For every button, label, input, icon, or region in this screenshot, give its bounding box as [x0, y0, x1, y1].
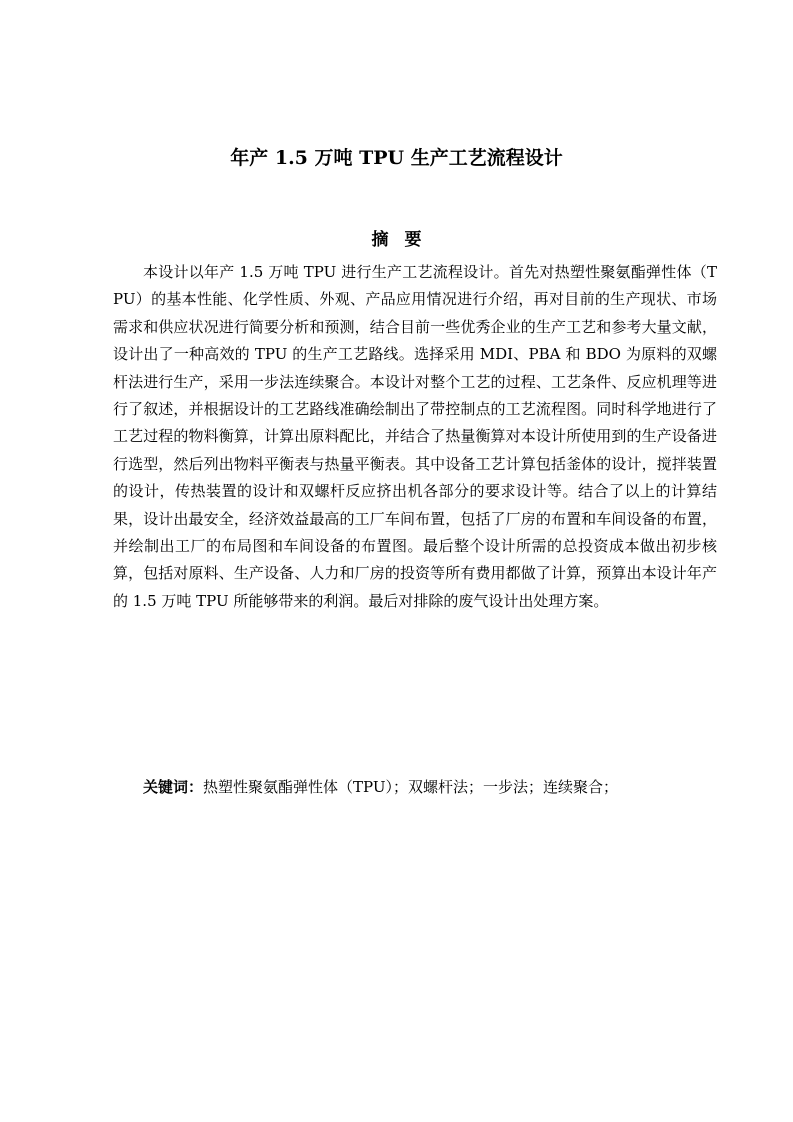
abstract-body: 本设计以年产 1.5 万吨 TPU 进行生产工艺流程设计。首先对热塑性聚氨酯弹性体（TPU）的基本性能、化学性质、外观、产品应用情况进行介绍，再对目前的生产现状、市场需求和供应状况进行简要分析和预测，结合目前一些优秀企业的生产工艺和参考大量文献，设计出了一种高效的 TPU 的生产工艺路线。选择采用 MDI、PBA 和 BDO 为原料的双螺杆法进行生产，采用一步法连续聚合。本设计对整个工艺的过程、工艺条件、反应机理等进行了叙述，并根据设计的工艺路线准确绘制出了带控制点的工艺流程图。同时科学地进行了工艺过程的物料衡算，计算出原料配比，并结合了热量衡算对本设计所使用到的生产设备进行选型，然后列出物料平衡表与热量平衡表。其中设备工艺计算包括釜体的设计，搅拌装置的设计，传热装置的设计和双螺杆反应挤出机各部分的要求设计等。结合了以上的计算结果，设计出最安全，经济效益最高的工厂车间布置，包括了厂房的布置和车间设备的布置，并绘制出工厂的布局图和车间设备的布置图。最后整个设计所需的总投资成本做出初步核算，包括对原料、生产设备、人力和厂房的投资等所有费用都做了计算，预算出本设计年产的 1.5 万吨 TPU 所能够带来的利润。最后对排除的废气设计出处理方案。: [113, 263, 717, 610]
abstract-heading: 摘要: [371, 230, 438, 250]
document-title: 年产 1.5 万吨 TPU 生产工艺流程设计: [230, 147, 563, 169]
keywords-text: 热塑性聚氨酯弹性体（TPU）；双螺杆法；一步法；连续聚合；: [203, 778, 618, 796]
keywords-label: 关键词：: [143, 778, 204, 796]
keywords-line: [143, 776, 723, 798]
